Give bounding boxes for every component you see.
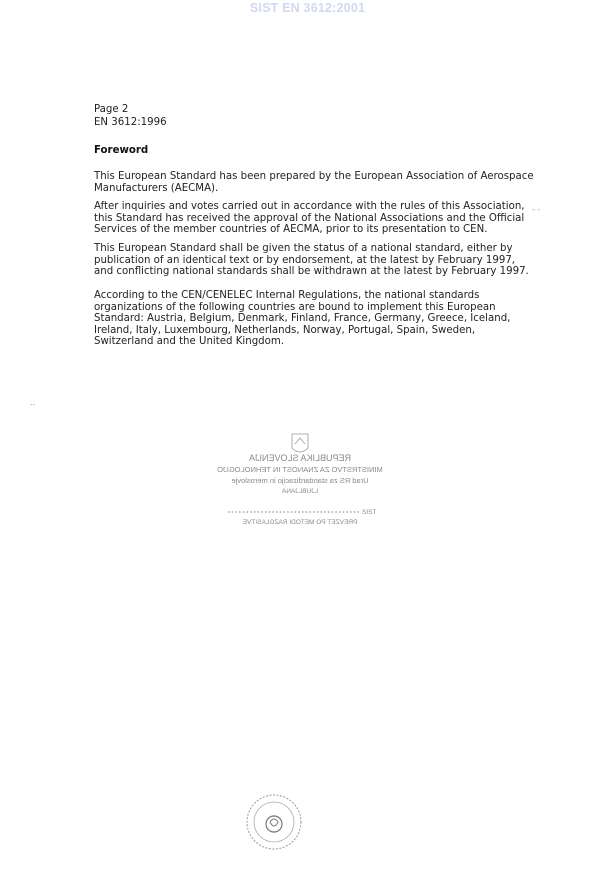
official-seal xyxy=(244,792,304,852)
mirrored-stamp xyxy=(200,428,400,528)
mirrored-stamp-graphic xyxy=(200,428,400,528)
seal-icon xyxy=(244,792,304,852)
foreword-paragraph: This European Standard has been prepared by the European Association of Aerospace Manufacturers (AECMA). xyxy=(94,171,534,194)
foreword-heading: Foreword xyxy=(94,145,149,156)
coat-of-arms-icon xyxy=(292,434,308,452)
page-header xyxy=(94,104,167,129)
stamp-line: PREVZET PO METODI RAZGLASITVE xyxy=(242,519,358,526)
page-number: Page 2 xyxy=(94,104,129,115)
scan-speck: - - xyxy=(532,205,541,214)
foreword-paragraph: This European Standard shall be given the status of a national standard, either by publication of an identical text or by endorsement, at the latest by February 1997, and conflicting national standards shall be withdrawn at the latest by February 1997. xyxy=(94,243,529,278)
watermark: SIST EN 3612:2001 xyxy=(249,1,366,15)
stamp-line: SIST xyxy=(362,509,377,516)
stamp-line: Urad RS za standardizacijo in meroslovje xyxy=(231,476,369,485)
stamp-line: REPUBLIKA SLOVENIJA xyxy=(248,453,352,463)
stamp-line: MINISTRSTVO ZA ZNANOST IN TEHNOLOGIJO xyxy=(217,465,383,474)
stamp-line: LJUBLJANA xyxy=(281,488,319,495)
scan-speck: .. xyxy=(30,398,36,407)
standard-number: EN 3612:1996 xyxy=(94,116,167,128)
foreword-paragraph: According to the CEN/CENELEC Internal Regulations, the national standards organizations of the following countries are bound to implement this European Standard: Austria, Belgium, Denmark, Finland, France, Germany, Greece, Iceland, Ireland, Italy, Luxembourg, Netherlands, Norway, Portugal, Spain, Sweden, Switzerland and the United Kingdom. xyxy=(94,290,511,348)
foreword-paragraph: After inquiries and votes carried out in accordance with the rules of this Association, this Standard has received the approval of the National Associations and the Official Services of the member countries of AECMA, prior to its presentation to CEN. xyxy=(94,201,525,236)
